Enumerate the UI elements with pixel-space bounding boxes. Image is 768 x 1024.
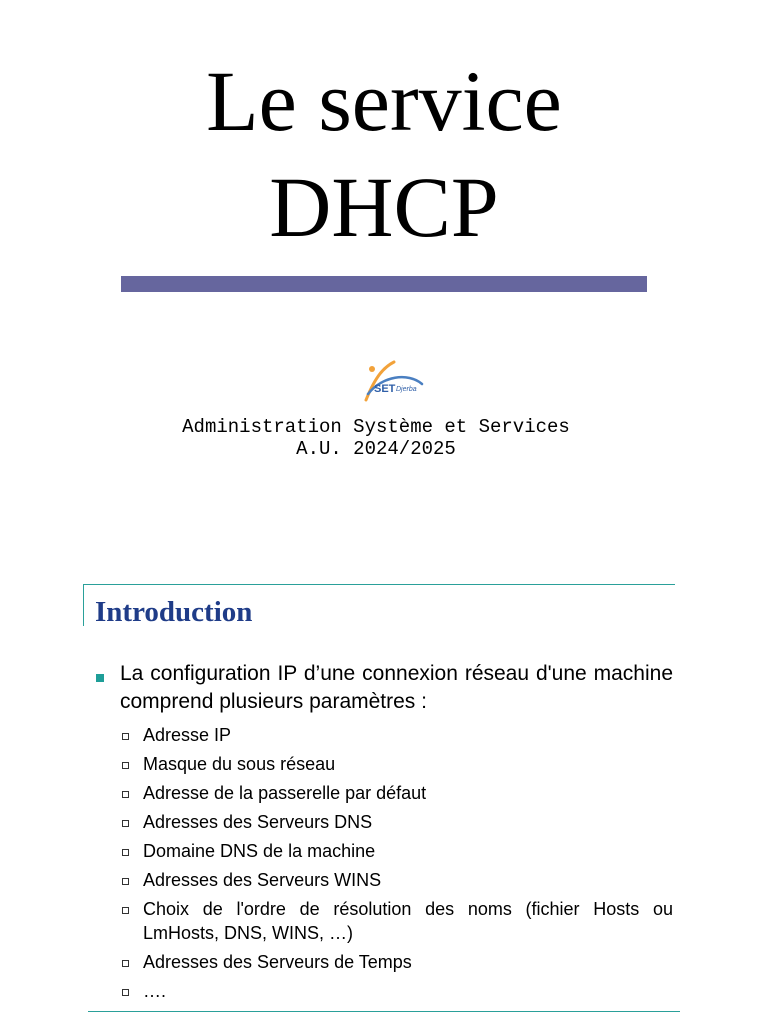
list-item [122, 752, 673, 776]
course-name: Administration Système et Services [182, 416, 570, 438]
svg-text:SET: SET [374, 383, 396, 395]
square-bullet-icon [96, 674, 104, 682]
list-item [122, 897, 673, 945]
heading-left-rule [83, 584, 84, 626]
intro-slide [0, 560, 768, 1024]
list-item-text: Adresses des Serveurs WINS [143, 870, 382, 890]
hollow-square-bullet-icon [122, 762, 129, 769]
list-item-text: Adresses des Serveurs de Temps [143, 952, 412, 972]
hollow-square-bullet-icon [122, 849, 129, 856]
svg-text:Djerba: Djerba [396, 386, 417, 393]
hollow-square-bullet-icon [122, 878, 129, 885]
list-item-text: …. [143, 981, 167, 1001]
list-item [122, 810, 673, 834]
list-item-text: Domaine DNS de la machine [143, 841, 376, 861]
list-item-text: Adresse de la passerelle par défaut [143, 783, 427, 803]
main-bullet-text: La configuration IP d’une connexion réseau d'une machine comprend plusieurs paramètres : [120, 662, 673, 713]
heading-top-rule [83, 584, 675, 585]
parameter-list [122, 723, 673, 1008]
list-item [122, 781, 673, 805]
list-item-text: Adresse IP [143, 725, 232, 745]
list-item [122, 723, 673, 747]
hollow-square-bullet-icon [122, 960, 129, 967]
list-item [122, 868, 673, 892]
list-item-text: Adresses des Serveurs DNS [143, 812, 373, 832]
logo-graphic [360, 360, 426, 406]
list-item [122, 950, 673, 974]
course-info [0, 416, 752, 460]
title-underline-bar [121, 276, 647, 292]
list-item-text: Choix de l'ordre de résolution des noms (fichier Hosts ou LmHosts, DNS, WINS, …) [143, 899, 673, 943]
intro-heading: Introduction [95, 596, 253, 628]
list-item [122, 839, 673, 863]
iset-logo [360, 360, 426, 406]
hollow-square-bullet-icon [122, 907, 129, 914]
hollow-square-bullet-icon [122, 791, 129, 798]
list-item-text: Masque du sous réseau [143, 754, 336, 774]
main-bullet [96, 660, 673, 716]
slide-bottom-rule [88, 1011, 680, 1012]
hollow-square-bullet-icon [122, 989, 129, 996]
slide-title [0, 48, 768, 260]
academic-year: A.U. 2024/2025 [296, 438, 456, 460]
slide-title-line-2: DHCP [269, 159, 499, 255]
hollow-square-bullet-icon [122, 733, 129, 740]
hollow-square-bullet-icon [122, 820, 129, 827]
slide-title-line-1: Le service [206, 53, 562, 149]
list-item [122, 979, 673, 1003]
